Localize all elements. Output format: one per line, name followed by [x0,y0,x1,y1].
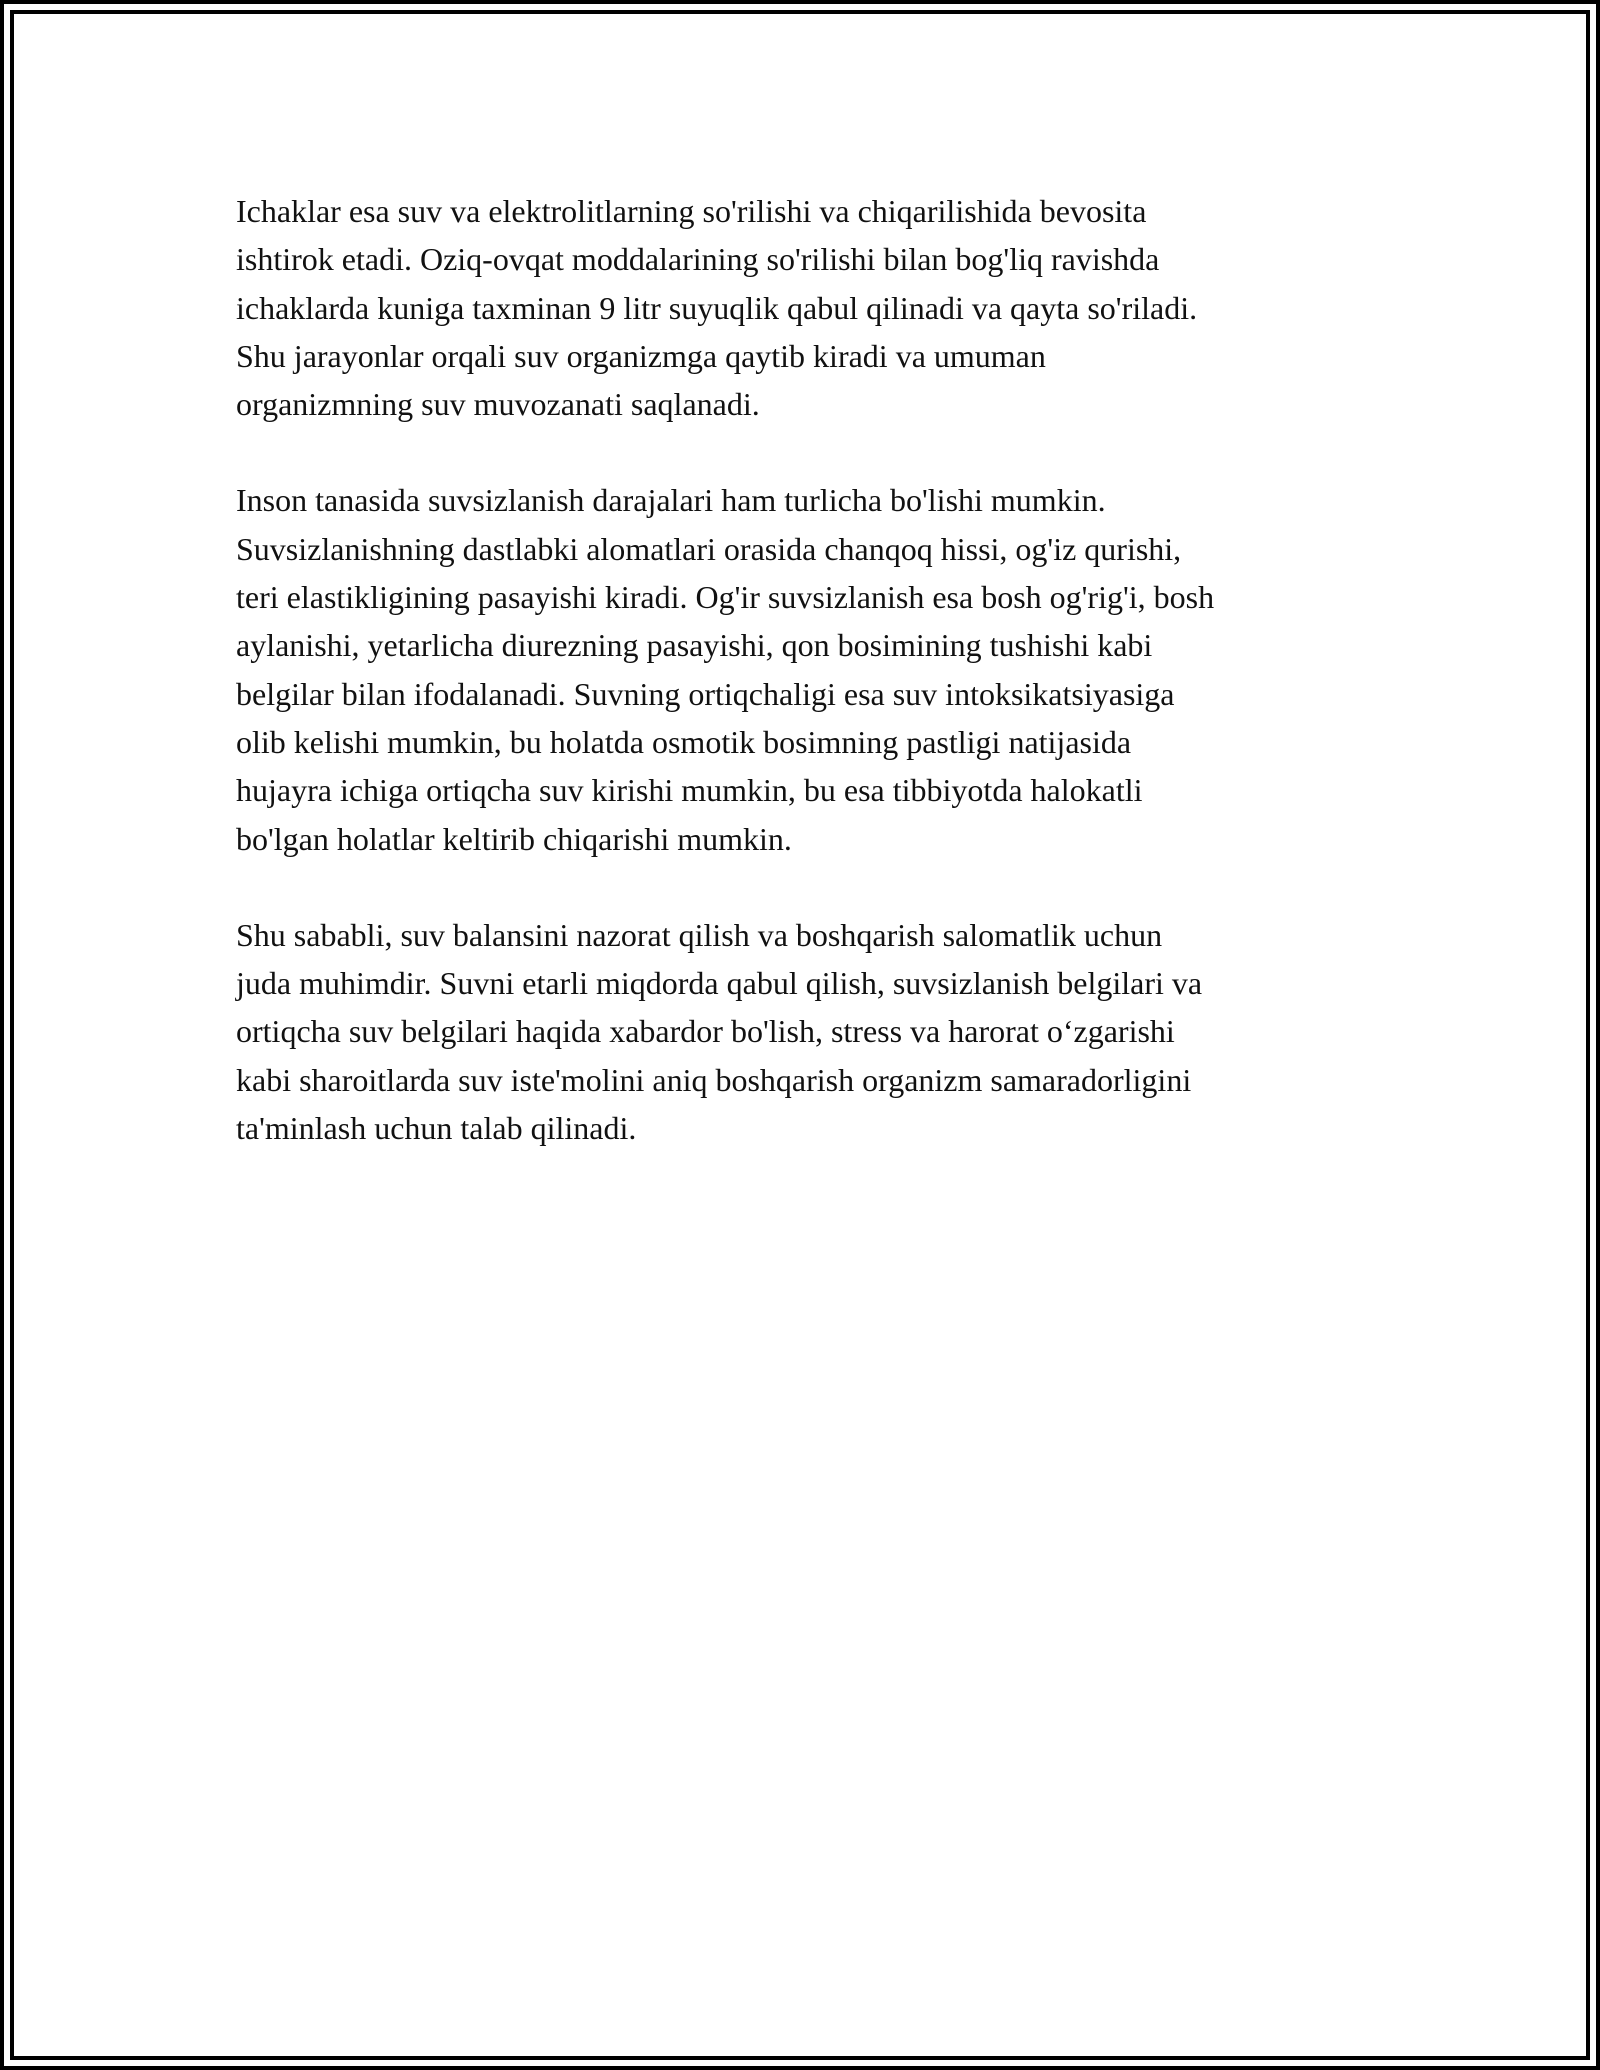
text-line: ishtirok etadi. Oziq-ovqat moddalarining so'rilishi bilan bog'liq ravishda [236,241,1160,278]
text-line: juda muhimdir. Suvni etarli miqdorda qabul qilish, suvsizlanish belgilari va [236,965,1203,1002]
text-line: Suvsizlanishning dastlabki alomatlari orasida chanqoq hissi, og'iz qurishi, [236,530,1182,567]
text-line: Ichaklar esa suv va elektrolitlarning so'rilishi va chiqarilishida bevosita [236,193,1147,229]
text-line: olib kelishi mumkin, bu holatda osmotik bosimning pastligi natijasida [236,723,1132,760]
paragraph-2 [236,476,1366,862]
text-line: ichaklarda kuniga taxminan 9 litr suyuqlik qabul qilinadi va qayta so'riladi. [236,289,1198,326]
text-line: belgilar bilan ifodalanadi. Suvning ortiqchaligi esa suv intoksikatsiyasiga [236,675,1175,712]
text-line: Shu jarayonlar orqali suv organizmga qaytib kiradi va umuman [236,337,1046,374]
text-line: Inson tanasida suvsizlanish darajalari ham turlicha bo'lishi mumkin. [236,482,1106,519]
text-line: teri elastikligining pasayishi kiradi. Og'ir suvsizlanish esa bosh og'rig'i, bosh [236,579,1215,616]
text-line: ortiqcha suv belgilari haqida xabardor bo'lish, stress va harorat oʻzgarishi [236,1013,1175,1050]
text-line: hujayra ichiga ortiqcha suv kirishi mumkin, bu esa tibbiyotda halokatli [236,772,1143,809]
paragraph-3 [236,911,1366,1152]
text-line: kabi sharoitlarda suv iste'molini aniq boshqarish organizm samaradorligini [236,1061,1192,1098]
text-line: ta'minlash uchun talab qilinadi. [236,1110,637,1147]
document-body [236,187,1366,1200]
text-line: organizmning suv muvozanati saqlanadi. [236,386,760,423]
text-line: bo'lgan holatlar keltirib chiqarishi mumkin. [236,820,792,857]
paragraph-1 [236,187,1366,428]
text-line: Shu sababli, suv balansini nazorat qilish va boshqarish salomatlik uchun [236,916,1163,953]
text-line: aylanishi, yetarlicha diurezning pasayishi, qon bosimining tushishi kabi [236,627,1153,664]
